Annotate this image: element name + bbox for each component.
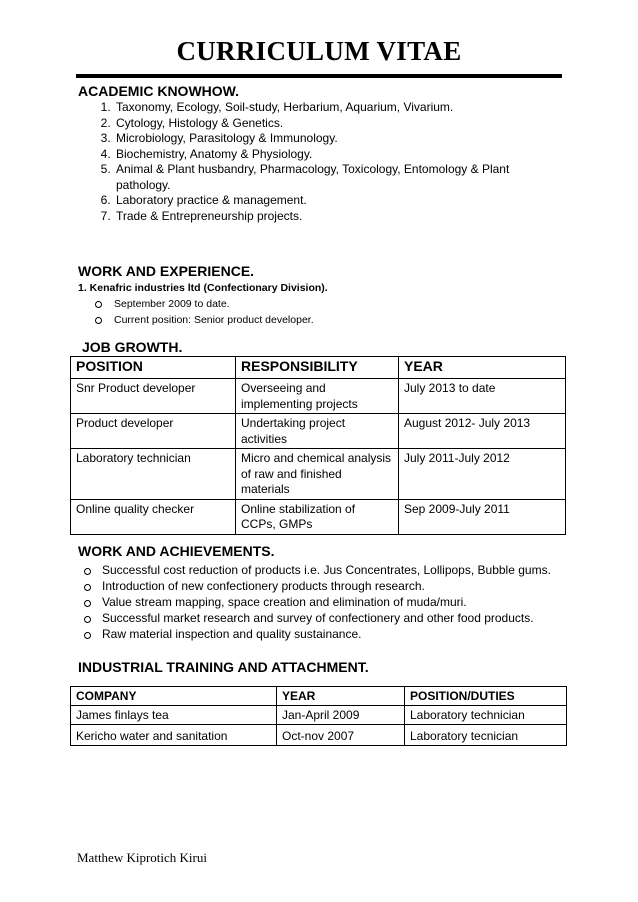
- table-cell: Undertaking project activities: [236, 414, 399, 449]
- work-heading: WORK AND EXPERIENCE.: [78, 263, 255, 279]
- table-header-row: [71, 357, 566, 379]
- table-cell: Micro and chemical analysis of raw and finished materials: [236, 449, 399, 500]
- list-item: 5. Animal & Plant husbandry, Pharmacology, Toxicology, Entomology & Plant pathology.: [114, 162, 564, 193]
- table-cell: Sep 2009-July 2011: [399, 499, 566, 534]
- column-header: YEAR: [399, 357, 566, 379]
- table-cell: James finlays tea: [71, 706, 277, 725]
- list-item: Raw material inspection and quality sustainance.: [82, 626, 562, 642]
- table-cell: Laboratory tecnician: [405, 725, 567, 746]
- column-header: POSITION/DUTIES: [405, 687, 567, 706]
- list-item: Successful cost reduction of products i.e. Jus Concentrates, Lollipops, Bubble gums.: [82, 562, 562, 578]
- academic-list: [78, 100, 564, 224]
- table-cell: Online stabilization of CCPs, GMPs: [236, 499, 399, 534]
- table-row: [71, 414, 566, 449]
- academic-heading: ACADEMIC KNOWHOW.: [78, 83, 239, 99]
- table-cell: Snr Product developer: [71, 379, 236, 414]
- list-item: 7. Trade & Entrepreneurship projects.: [114, 209, 564, 225]
- company-name: 1. Kenafric industries ltd (Confectionary Division).: [78, 282, 328, 294]
- table-cell: August 2012- July 2013: [399, 414, 566, 449]
- table-row: [71, 725, 567, 746]
- table-cell: Laboratory technician: [405, 706, 567, 725]
- achievements-heading: WORK AND ACHIEVEMENTS.: [78, 543, 275, 559]
- training-heading: INDUSTRIAL TRAINING AND ATTACHMENT.: [78, 659, 369, 675]
- list-item: Introduction of new confectionery products through research.: [82, 578, 562, 594]
- table-cell: Overseeing and implementing projects: [236, 379, 399, 414]
- table-row: [71, 499, 566, 534]
- table-header-row: [71, 687, 567, 706]
- work-list: [92, 296, 314, 328]
- training-table: [70, 686, 567, 746]
- list-item: Successful market research and survey of confectionery and other food products.: [82, 610, 562, 626]
- job-growth-heading: JOB GROWTH.: [82, 339, 183, 355]
- table-row: [71, 449, 566, 500]
- list-item: 6. Laboratory practice & management.: [114, 193, 564, 209]
- page-title: CURRICULUM VITAE: [176, 36, 462, 66]
- table-cell: Kericho water and sanitation: [71, 725, 277, 746]
- list-item: Value stream mapping, space creation and elimination of muda/muri.: [82, 594, 562, 610]
- table-row: [71, 706, 567, 725]
- list-item: 4. Biochemistry, Anatomy & Physiology.: [114, 147, 564, 163]
- list-item: 2. Cytology, Histology & Genetics.: [114, 116, 564, 132]
- table-cell: July 2011-July 2012: [399, 449, 566, 500]
- column-header: POSITION: [71, 357, 236, 379]
- list-item: 3. Microbiology, Parasitology & Immunology.: [114, 131, 564, 147]
- title-divider: [76, 74, 562, 78]
- list-item: Current position: Senior product developer.: [92, 312, 314, 328]
- list-item: September 2009 to date.: [92, 296, 314, 312]
- table-cell: Laboratory technician: [71, 449, 236, 500]
- job-growth-table: [70, 356, 566, 535]
- table-cell: Oct-nov 2007: [277, 725, 405, 746]
- table-cell: July 2013 to date: [399, 379, 566, 414]
- table-row: [71, 379, 566, 414]
- table-cell: Product developer: [71, 414, 236, 449]
- achievements-list: [82, 562, 562, 642]
- column-header: YEAR: [277, 687, 405, 706]
- list-item: 1. Taxonomy, Ecology, Soil-study, Herbarium, Aquarium, Vivarium.: [114, 100, 564, 116]
- table-cell: Jan-April 2009: [277, 706, 405, 725]
- column-header: RESPONSIBILITY: [236, 357, 399, 379]
- footer-author-name: Matthew Kiprotich Kirui: [77, 850, 207, 865]
- table-cell: Online quality checker: [71, 499, 236, 534]
- column-header: COMPANY: [71, 687, 277, 706]
